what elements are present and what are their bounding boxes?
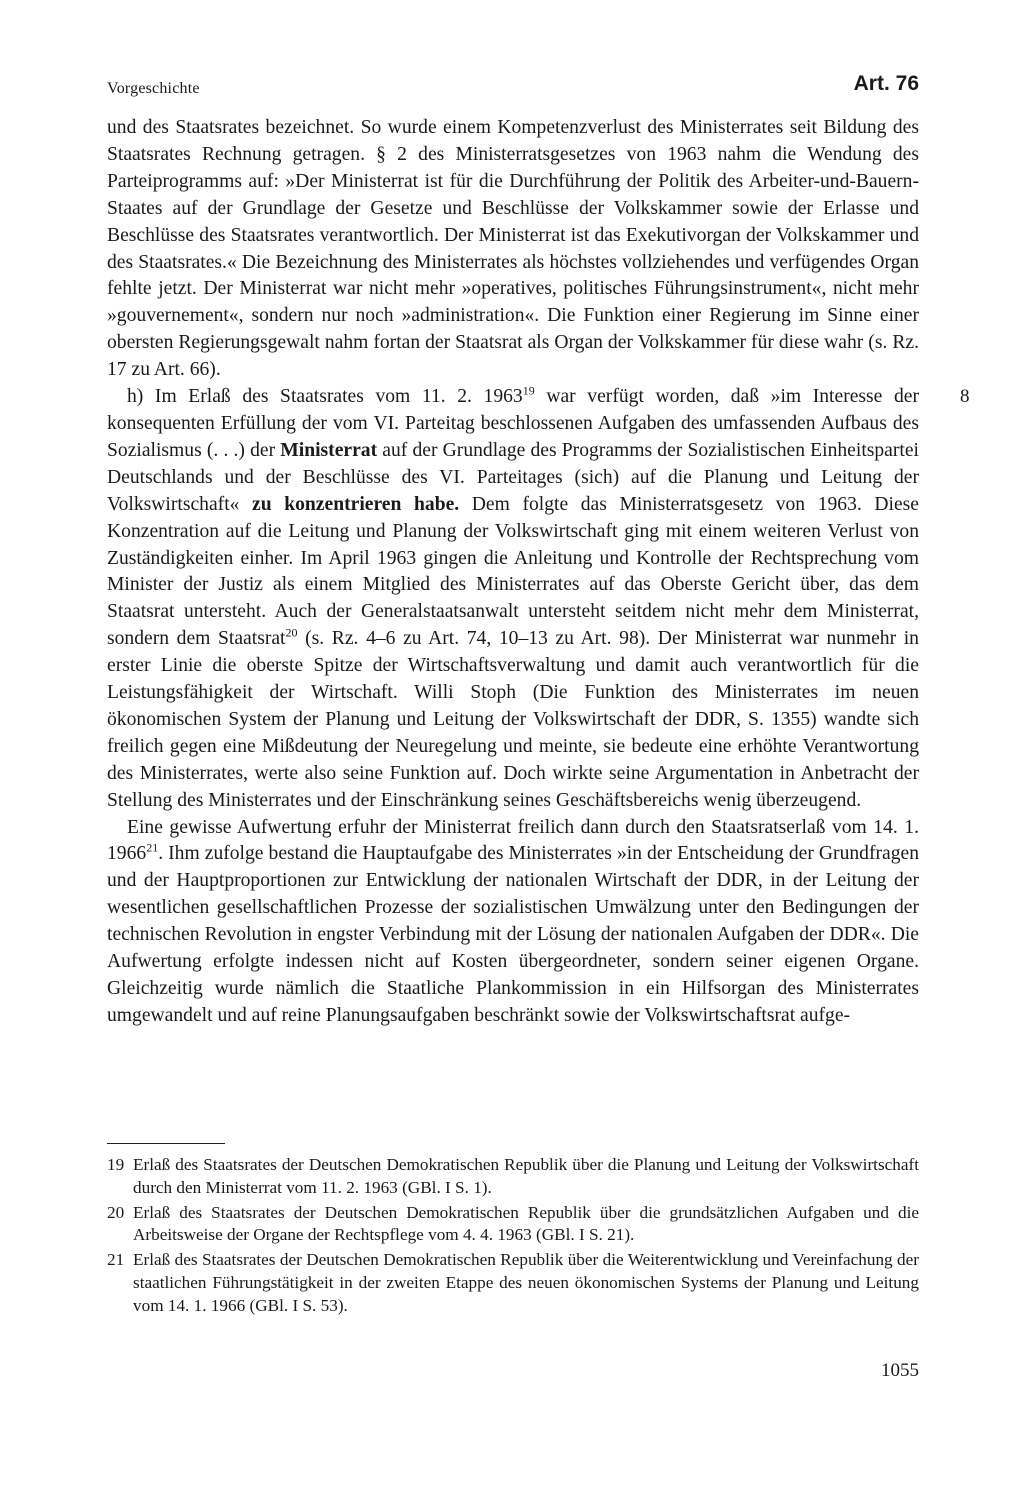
paragraph-1: und des Staatsrates bezeichnet. So wurde einem Kompetenzverlust des Ministerrates seit Bildung des Staatsrates Rechnung getragen. § 2 des Ministerratsgesetzes von 1963 nahm die Wendung des Parteiprogramms auf: »Der Ministerrat ist für die Durchführung der Politik des Arbeiter-und-Bauern-Staates auf der Grundlage der Gesetze und Beschlüsse der Volkskammer sowie der Erlasse und Beschlüsse des Staatsrates verantwortlich. Der Ministerrat ist das Exekutivorgan der Volkskammer und des Staatsrates.« Die Bezeichnung des Ministerrates als höchstes vollziehendes und verfügendes Organ fehlte jetzt. Der Ministerrat war nicht mehr »operatives, politisches Führungsinstrument«, nicht mehr »gouvernement«, sondern nur noch »administration«. Die Funktion einer Regierung im Sinne einer obersten Regierungsgewalt nahm fortan der Staatsrat als Organ der Volkskammer für diese wahr (s. Rz. 17 zu Art. 66).: [107, 117, 919, 381]
emphasis-ministerrat: Ministerrat: [280, 439, 378, 461]
article-number: Art. 76: [853, 72, 919, 95]
footnote-rule: [107, 1143, 225, 1144]
footnote-text: Erlaß des Staatsrates der Deutschen Demokratischen Republik über die Planung und Leitung der Volkswirtschaft durch den Ministerrat vom 11. 2. 1963 (GBl. I S. 1).: [133, 1155, 919, 1197]
footnote-ref-19[interactable]: 19: [522, 383, 535, 398]
paragraph-2: [107, 383, 970, 815]
running-header: [107, 72, 919, 102]
footnote-number: 21: [107, 1250, 125, 1270]
footnote-text: Erlaß des Staatsrates der Deutschen Demokratischen Republik über die Weiterentwicklung und Vereinfachung der staatlichen Führungstätigkeit in der zweiten Etappe des neuen ökonomischen Systems der Planung und Leitung vom 14. 1. 1966 (GBl. I S. 53).: [133, 1250, 919, 1315]
paragraph-2-part-5: (s. Rz. 4–6 zu Art. 74, 10–13 zu Art. 98). Der Ministerrat war nunmehr in erster Linie die oberste Spitze der Wirtschaftsverwaltung und damit auch verantwortlich für die Leistungsfähigkeit der Wirtschaft. Willi Stoph (Die Funktion des Ministerrates im neuen ökonomischen System der Planung und Leitung der Volkswirtschaft der DDR, S. 1355) wandte sich freilich gegen eine Mißdeutung der Neuregelung und meinte, sie bedeute eine erhöhte Verantwortung des Ministerrates, werte also seine Funktion auf. Doch wirkte seine Argumentation in Anbetracht der Stellung des Ministerrates und der Einschränkung seines Geschäftsbereichs wenig überzeugend.: [107, 628, 919, 811]
document-page: [107, 0, 970, 1507]
footnote-ref-21[interactable]: 21: [146, 840, 159, 855]
section-title: Vorgeschichte: [107, 80, 200, 97]
body-text: [107, 115, 970, 1030]
footnote-19: [107, 1154, 919, 1200]
paragraph-2-part-3: auf der Grundlage des Programms der Sozialistischen Einheitspartei Deutschlands und der Beschlüsse des VI. Parteitages (sich) auf die Planung und Leitung der Volkswirtschaft«: [107, 439, 919, 515]
emphasis-konzentrieren: zu konzentrieren habe.: [252, 493, 460, 515]
footnote-number: 20: [107, 1202, 125, 1222]
paragraph-3-part-1: Eine gewisse Aufwertung erfuhr der Ministerrat freilich dann durch den Staatsratserlaß vom 14. 1. 1966: [107, 816, 919, 865]
footnote-number: 19: [107, 1155, 125, 1174]
paragraph-3: [107, 815, 919, 1030]
paragraph-2-part-1: h) Im Erlaß des Staatsrates vom 11. 2. 1963: [127, 386, 523, 408]
footnote-text: Erlaß des Staatsrates der Deutschen Demokratischen Republik über die grundsätzlichen Aufgaben und die Arbeitsweise der Organe der Rechtspflege vom 4. 4. 1963 (GBl. I S. 21).: [133, 1202, 919, 1245]
paragraph-3-part-2: . Ihm zufolge bestand die Hauptaufgabe des Ministerrates »in der Entscheidung der Grundfragen und der Hauptproportionen zur Entwicklung der nationalen Wirtschaft der DDR, in der Leitung der wesentlichen gesellschaftlichen Prozesse der sozialistischen Umwälzung unter den Bedingungen der technischen Revolution in engster Verbindung mit der Lösung der nationalen Aufgaben der DDR«. Die Aufwertung erfolgte indessen nicht auf Kosten übergeordneter, sondern seiner eigenen Organe. Gleichzeitig wurde nämlich die Staatliche Plankommission in ein Hilfsorgan des Ministerrates umgewandelt und auf reine Planungsaufgaben beschränkt sowie der Volkswirtschaftsrat aufge-: [107, 843, 919, 1026]
page-number: 1055: [881, 1360, 919, 1381]
margin-number: 8: [960, 386, 970, 408]
footnotes: [107, 1154, 919, 1320]
paragraph-2-part-4: Dem folgte das Ministerratsgesetz von 1963. Diese Konzentration auf die Leitung und Planung der Volkswirtschaft ging mit einem weiteren Verlust von Zuständigkeiten einher. Im April 1963 gingen die Anleitung und Kontrolle der Rechtsprechung vom Minister der Justiz als einem Mitglied des Ministerrates auf das Oberste Gericht über, das dem Staatsrat untersteht. Auch der Generalstaatsanwalt untersteht seitdem nicht mehr dem Ministerrat, sondern dem Staatsrat: [107, 493, 919, 650]
paragraph-2-part-2: war verfügt worden, daß »im Interesse der konsequenten Erfüllung der vom VI. Parteitag beschlossenen Aufgaben des umfassenden Aufbaus des Sozialismus (. . .) der: [107, 386, 919, 461]
footnote-21: [107, 1249, 919, 1317]
footnote-ref-20[interactable]: 20: [285, 625, 298, 640]
footnote-20: [107, 1202, 919, 1248]
